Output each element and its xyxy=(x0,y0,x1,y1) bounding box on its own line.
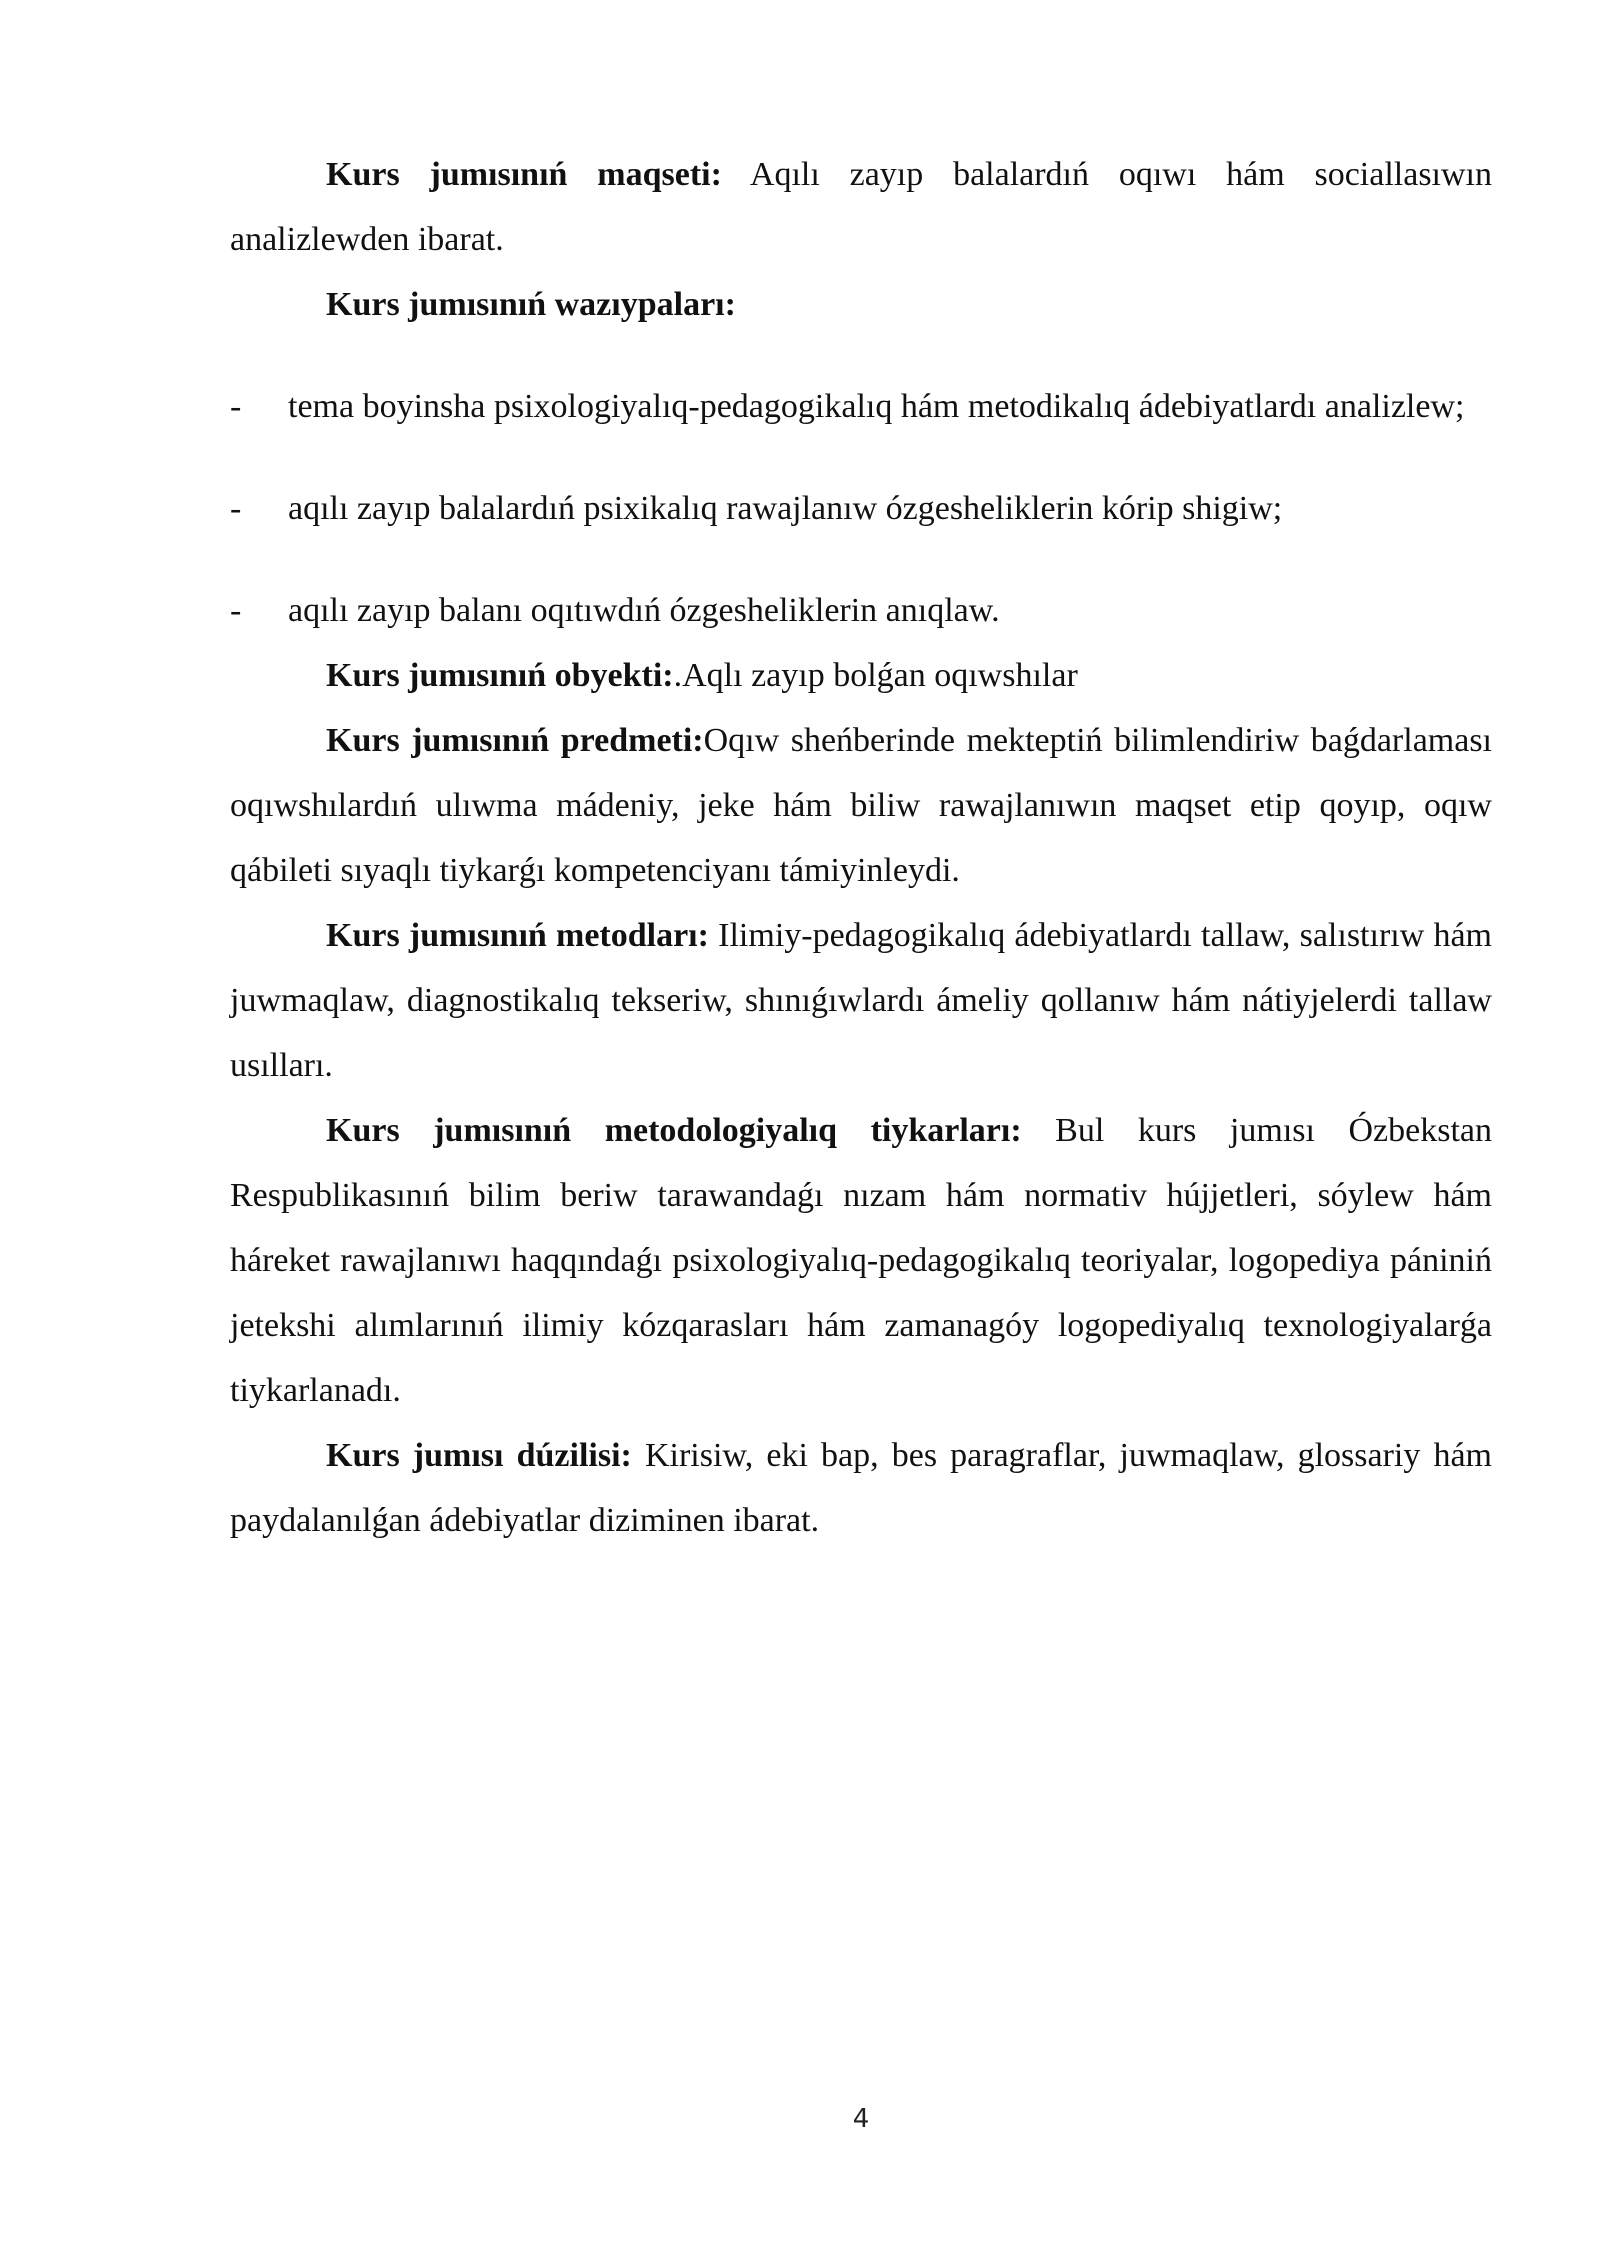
structure-label: Kurs jumısı dúzilisi: xyxy=(326,1437,632,1474)
subject-text: Oqıw sheńberinde mekteptiń bilimlendiriw baǵdarlaması oqıwshılardıń ulıwma mádeniy, jeke hám biliw rawajlanıwın maqset etip qoyıp, oqıw qábileti sıyaqlı tiykarǵı kompetenciyanı támiyinleydi. xyxy=(230,722,1492,889)
page-number: 4 xyxy=(852,2104,870,2134)
goal-paragraph xyxy=(230,142,1492,272)
task-text: tema boyinsha psixologiyalıq-pedagogikalıq hám metodikalıq ádebiyatlardı analizlew; xyxy=(288,388,1465,425)
object-paragraph xyxy=(230,643,1492,708)
methods-text: Ilimiy-pedagogikalıq ádebiyatlardı tallaw, salıstırıw hám juwmaqlaw, diagnostikalıq tekseriw, shınıǵıwlardı ámeliy qollanıw hám nátiyjelerdi tallaw usılları. xyxy=(230,917,1493,1084)
task-text: aqılı zayıp balanı oqıtıwdıń ózgesheliklerin anıqlaw. xyxy=(288,592,1000,629)
structure-paragraph xyxy=(230,1423,1492,1553)
list-item xyxy=(230,578,1492,643)
methodology-label: Kurs jumısınıń metodologiyalıq tiykarları: xyxy=(326,1112,1022,1149)
methods-label: Kurs jumısınıń metodları: xyxy=(326,917,709,954)
structure-text: Kirisiw, eki bap, bes paragraflar, juwmaqlaw, glossariy hám paydalanılǵan ádebiyatlar diziminen ibarat. xyxy=(230,1437,1492,1539)
page-body xyxy=(230,142,1492,1553)
methodology-paragraph xyxy=(230,1098,1492,1423)
dash-bullet: - xyxy=(230,490,242,527)
goal-label: Kurs jumısınıń maqseti: xyxy=(326,156,722,193)
tasks-heading: Kurs jumısınıń wazıypaları: xyxy=(326,286,736,323)
object-label: Kurs jumısınıń obyekti: xyxy=(326,657,674,694)
object-text: .Aqlı zayıp bolǵan oqıwshılar xyxy=(673,657,1078,694)
methods-paragraph xyxy=(230,903,1492,1098)
goal-text: Aqılı zayıp balalardıń oqıwı hám sociallasıwın analizlewden ibarat. xyxy=(230,156,1492,258)
methodology-text: Bul kurs jumısı Ózbekstan Respublikasınıń bilim beriw tarawandaǵı nızam hám normativ hújjetleri, sóylew hám háreket rawajlanıwı haqqındaǵı psixologiyalıq-pedagogikalıq teoriyalar, logopediya pániniń jetekshi alımlarınıń ilimiy kózqarasları hám zamanagóy logopediyalıq texnologiyalarǵa tiykarlanadı. xyxy=(230,1112,1492,1409)
dash-bullet: - xyxy=(230,592,242,629)
subject-paragraph xyxy=(230,708,1492,903)
task-text: aqılı zayıp balalardıń psixikalıq rawajlanıw ózgesheliklerin kórip shigiw; xyxy=(288,490,1283,527)
tasks-list xyxy=(230,374,1492,643)
subject-label: Kurs jumısınıń predmeti: xyxy=(326,722,704,759)
list-item xyxy=(230,476,1492,541)
list-item xyxy=(230,374,1492,439)
dash-bullet: - xyxy=(230,388,242,425)
